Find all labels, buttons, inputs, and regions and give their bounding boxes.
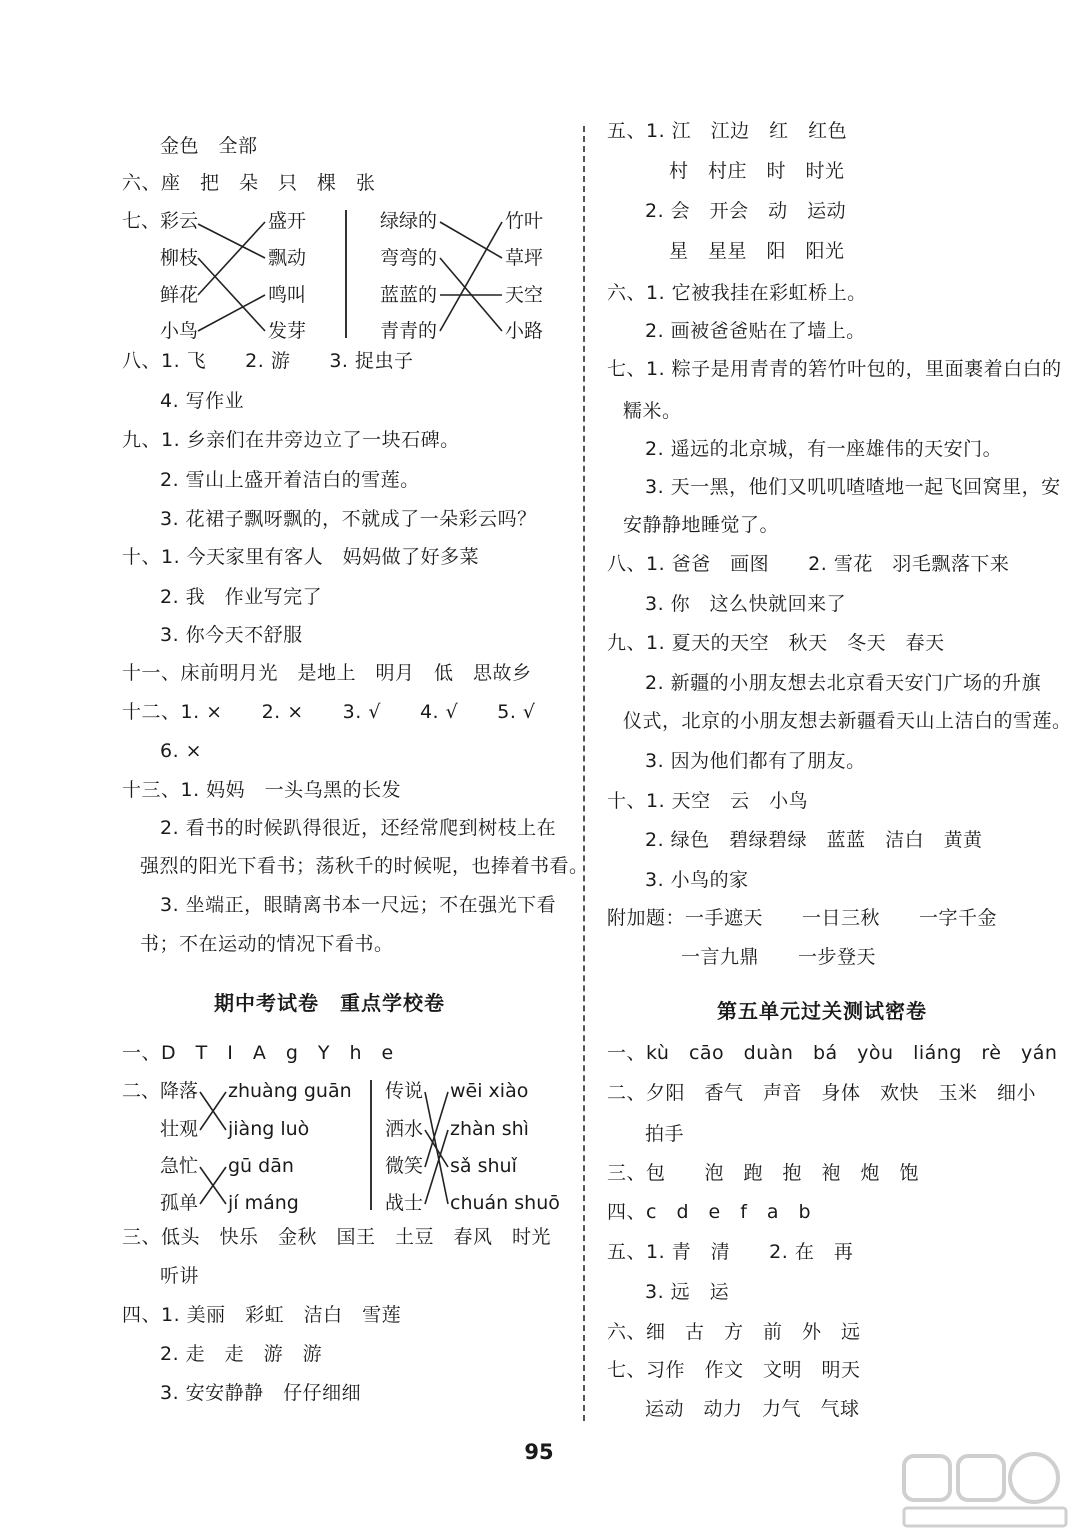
answer-line: 一、D T I A g Y h e bbox=[122, 1042, 394, 1064]
answer-line: 六、细 古 方 前 外 远 bbox=[607, 1321, 861, 1343]
answer-line: 强烈的阳光下看书；荡秋千的时候呢，也捧着书看。 bbox=[140, 855, 589, 877]
match-line bbox=[425, 1092, 448, 1167]
match-word: sǎ shuǐ bbox=[450, 1155, 517, 1177]
answer-line: 糯米。 bbox=[623, 400, 682, 422]
answer-line: 金色 全部 bbox=[160, 135, 258, 157]
match-word: 急忙 bbox=[160, 1155, 199, 1177]
match-word: 洒水 bbox=[385, 1118, 424, 1140]
match-word: 飘动 bbox=[268, 247, 307, 269]
question-number: 七、 bbox=[122, 210, 161, 232]
match-word: jiàng luò bbox=[228, 1118, 310, 1140]
match-word: wēi xiào bbox=[450, 1080, 529, 1102]
match-word: 彩云 bbox=[160, 210, 199, 232]
matching-exercise-two bbox=[0, 0, 585, 1230]
answer-line: 十、1. 天空 云 小鸟 bbox=[607, 790, 809, 812]
answer-line: 五、1. 江 江边 红 红色 bbox=[607, 120, 848, 142]
match-word: 青青的 bbox=[380, 320, 438, 342]
answer-line: 三、低头 快乐 金秋 国王 土豆 春风 时光 bbox=[122, 1226, 552, 1248]
answer-line: 十一、床前明月光 是地上 明月 低 思故乡 bbox=[122, 662, 532, 684]
page-number: 95 bbox=[524, 1440, 554, 1464]
match-word: 草坪 bbox=[505, 247, 544, 269]
match-word: 弯弯的 bbox=[380, 247, 438, 269]
match-word: 战士 bbox=[385, 1192, 424, 1214]
match-word: jí máng bbox=[228, 1192, 299, 1214]
answer-line: 2. 雪山上盛开着洁白的雪莲。 bbox=[160, 469, 420, 491]
answer-line: 拍手 bbox=[645, 1123, 685, 1145]
answer-line: 八、1. 爸爸 画图 2. 雪花 羽毛飘落下来 bbox=[607, 553, 1010, 575]
answer-line: 附加题：一手遮天 一日三秋 一字千金 bbox=[607, 907, 998, 929]
answer-line: 3. 安安静静 仔仔细细 bbox=[160, 1382, 362, 1404]
answer-line: 十三、1. 妈妈 一头乌黑的长发 bbox=[122, 779, 402, 801]
question-number: 二、 bbox=[122, 1080, 161, 1102]
answer-line: 3. 你 这么快就回来了 bbox=[645, 593, 847, 615]
match-word: 竹叶 bbox=[505, 210, 544, 232]
match-word: 微笑 bbox=[385, 1155, 424, 1177]
answer-line: 3. 坐端正，眼睛离书本一尺远；不在强光下看 bbox=[160, 894, 557, 916]
matching-lines bbox=[0, 0, 585, 1230]
match-word: 小鸟 bbox=[160, 320, 199, 342]
answer-line: 村 村庄 时 时光 bbox=[669, 160, 845, 182]
match-word: 柳枝 bbox=[160, 247, 199, 269]
answer-line: 3. 因为他们都有了朋友。 bbox=[645, 750, 866, 772]
match-word: 鲜花 bbox=[160, 284, 199, 306]
answer-line: 九、1. 夏天的天空 秋天 冬天 春天 bbox=[607, 632, 945, 654]
answer-line: 3. 你今天不舒服 bbox=[160, 624, 303, 646]
answer-line: 3. 花裙子飘呀飘的，不就成了一朵彩云吗？ bbox=[160, 508, 537, 530]
answer-line: 三、包 泡 跑 抱 袍 炮 饱 bbox=[607, 1162, 920, 1184]
match-word: chuán shuō bbox=[450, 1192, 560, 1214]
match-word: 蓝蓝的 bbox=[380, 284, 438, 306]
match-word: 小路 bbox=[505, 320, 544, 342]
answer-line: 五、1. 青 清 2. 在 再 bbox=[607, 1241, 854, 1263]
answer-line: 星 星星 阳 阳光 bbox=[669, 240, 845, 262]
answer-line: 二、夕阳 香气 声音 身体 欢快 玉米 细小 bbox=[607, 1082, 1037, 1104]
answer-line: 2. 新疆的小朋友想去北京看天安门广场的升旗 bbox=[645, 672, 1042, 694]
match-word: zhàn shì bbox=[450, 1118, 529, 1140]
match-word: 降落 bbox=[160, 1080, 199, 1102]
answer-line: 九、1. 乡亲们在井旁边立了一块石碑。 bbox=[122, 429, 460, 451]
watermark-logo-icon bbox=[900, 1450, 1070, 1530]
match-word: 盛开 bbox=[268, 210, 307, 232]
match-word: 壮观 bbox=[160, 1118, 199, 1140]
match-word: 孤单 bbox=[160, 1192, 199, 1214]
answer-line: 十、1. 今天家里有客人 妈妈做了好多菜 bbox=[122, 546, 480, 568]
section-title: 期中考试卷 重点学校卷 bbox=[214, 991, 445, 1015]
answer-line: 七、习作 作文 文明 明天 bbox=[607, 1359, 861, 1381]
section-title: 第五单元过关测试密卷 bbox=[717, 999, 927, 1023]
answer-line: 一、kù cāo duàn bá yòu liáng rè yán bbox=[607, 1042, 1058, 1064]
answer-line: 6. × bbox=[160, 740, 203, 762]
answer-line: 2. 我 作业写完了 bbox=[160, 586, 323, 608]
answer-line: 八、1. 飞 2. 游 3. 捉虫子 bbox=[122, 350, 414, 372]
match-word: 传说 bbox=[385, 1080, 424, 1102]
answer-line: 四、1. 美丽 彩虹 洁白 雪莲 bbox=[122, 1304, 402, 1326]
answer-line: 书；不在运动的情况下看书。 bbox=[140, 933, 394, 955]
answer-line: 六、1. 它被我挂在彩虹桥上。 bbox=[607, 282, 867, 304]
answer-line: 安静静地睡觉了。 bbox=[623, 514, 780, 536]
answer-line: 听讲 bbox=[160, 1265, 200, 1287]
match-word: gū dān bbox=[228, 1155, 294, 1177]
match-word: zhuàng guān bbox=[228, 1080, 352, 1102]
match-line bbox=[425, 1130, 448, 1204]
answer-line: 一言九鼎 一步登天 bbox=[681, 946, 877, 968]
match-word: 鸣叫 bbox=[268, 284, 307, 306]
answer-line: 2. 走 走 游 游 bbox=[160, 1343, 323, 1365]
answer-line: 2. 遥远的北京城，有一座雄伟的天安门。 bbox=[645, 438, 1003, 460]
answer-line: 2. 画被爸爸贴在了墙上。 bbox=[645, 320, 866, 342]
answer-line: 运动 动力 力气 气球 bbox=[645, 1398, 860, 1420]
answer-line: 3. 小鸟的家 bbox=[645, 869, 749, 891]
match-word: 发芽 bbox=[268, 320, 307, 342]
answer-line: 2. 看书的时候趴得很近，还经常爬到树枝上在 bbox=[160, 817, 557, 839]
match-line bbox=[425, 1130, 448, 1167]
column-divider bbox=[583, 126, 585, 1421]
answer-line: 六、座 把 朵 只 棵 张 bbox=[122, 172, 376, 194]
match-word: 绿绿的 bbox=[380, 210, 438, 232]
answer-line: 2. 会 开会 动 运动 bbox=[645, 200, 847, 222]
answer-line: 2. 绿色 碧绿碧绿 蓝蓝 洁白 黄黄 bbox=[645, 829, 983, 851]
answer-line: 十二、1. × 2. × 3. √ 4. √ 5. √ bbox=[122, 701, 536, 723]
answer-line: 四、c d e f a b bbox=[607, 1201, 812, 1223]
answer-line: 3. 远 运 bbox=[645, 1281, 730, 1303]
answer-line: 七、1. 粽子是用青青的箬竹叶包的，里面裹着白白的 bbox=[607, 358, 1062, 380]
answer-line: 仪式，北京的小朋友想去新疆看天山上洁白的雪莲。 bbox=[623, 710, 1072, 732]
match-word: 天空 bbox=[505, 284, 544, 306]
answer-line: 3. 天一黑，他们又叽叽喳喳地一起飞回窝里，安 bbox=[645, 476, 1061, 498]
answer-line: 4. 写作业 bbox=[160, 390, 245, 412]
